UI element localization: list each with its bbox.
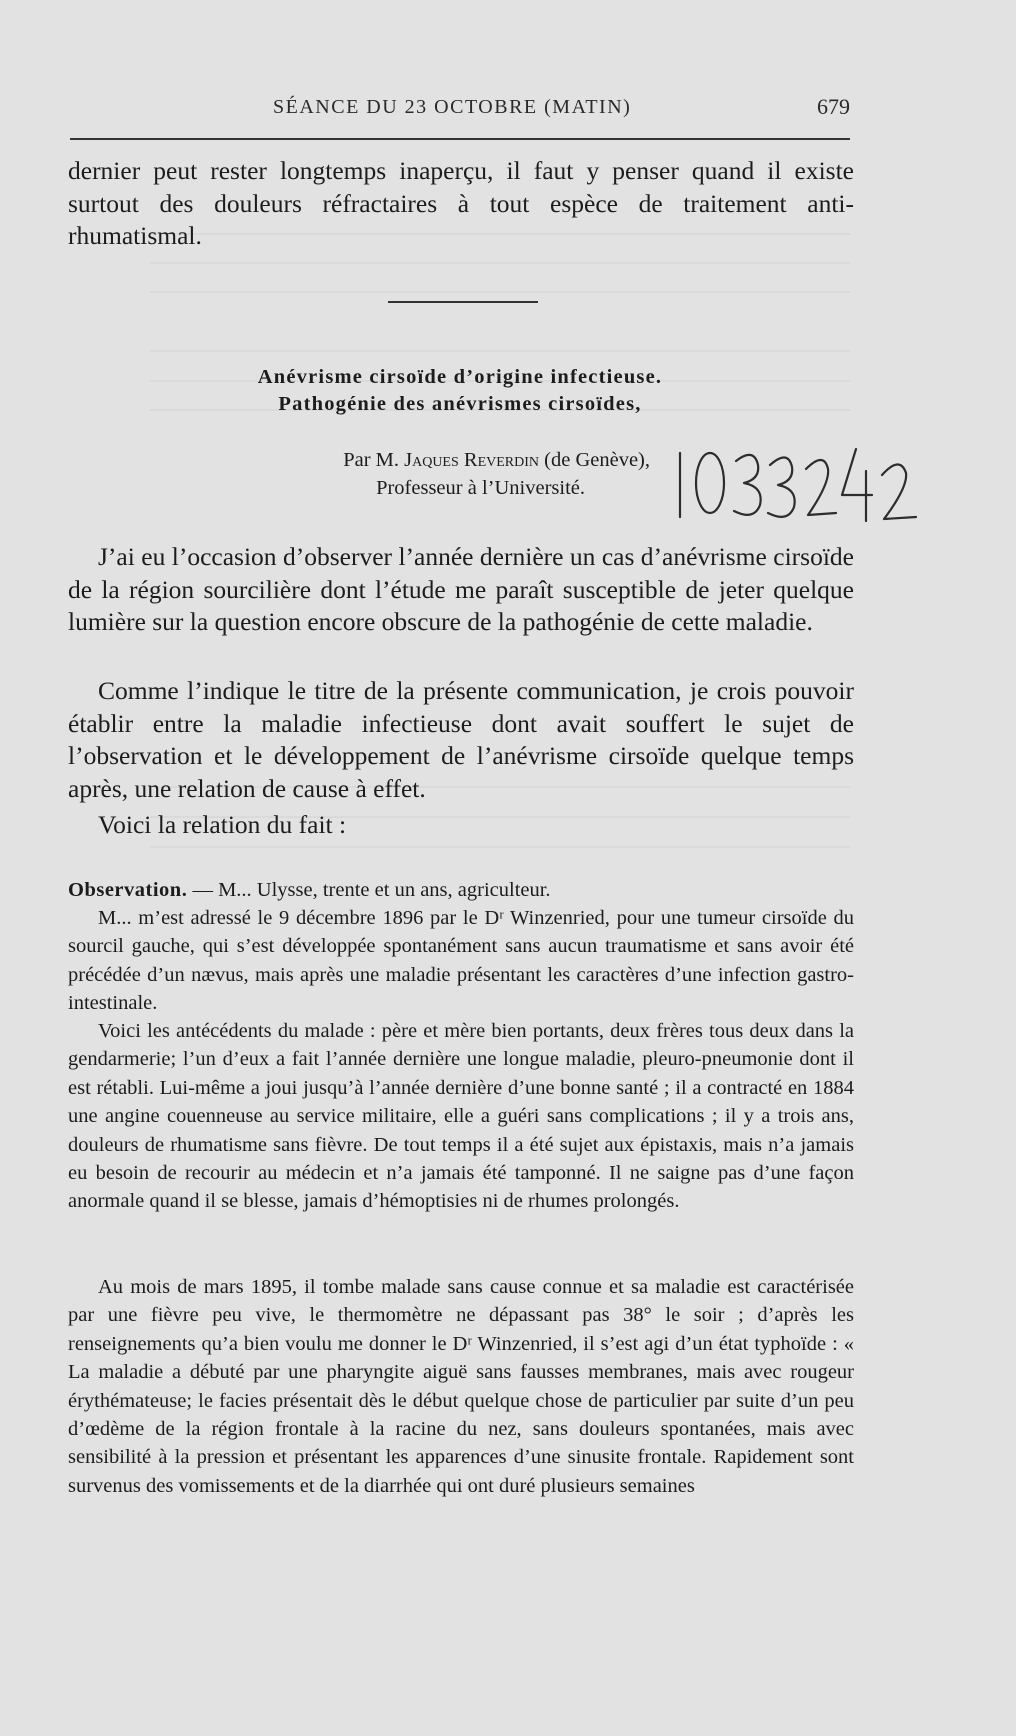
- paragraph-illness-history: Au mois de mars 1895, il tombe malade sans cause connue et sa maladie est caractérisée par une fièvre peu vive, le thermomètre ne dépassant pas 38° le soir ; d’après les renseignements qu’a bien voulu me donner le Dʳ Winzenried, il s’est agi d’un état typhoïde : « La maladie a débuté par une pharyngite aiguë sans fausses membranes, mais avec rougeur érythémateuse; le facies présentait dès le début quelque chose de particulier par suite d’un peu d’œdème de la région frontale à la racine du nez, sans douleurs spontanées, mais avec sensibilité à la pression et présentant les apparences d’une sinusite frontale. Rapidement sont survenus des vomissements et de la diarrhée qui ont duré plusieurs semaines: [68, 1276, 854, 1497]
- article-title-line2: Pathogénie des anévrismes cirsoïdes,: [278, 393, 642, 415]
- show-through-line: [150, 350, 850, 352]
- observation-heading: [68, 876, 854, 904]
- paragraph-antecedents: Voici les antécédents du malade : père et mère bien portants, deux frères tous deux dans la gendarmerie; l’un d’eux a fait l’année dernière une longue maladie, pleuro-pneumonie dont il est rétabli. Lui-même a joui jusqu’à l’année dernière d’une bonne santé ; il a contracté en 1884 une angine couenneuse au service militaire, elle a guéri sans complications ; il y a trois ans, douleurs de rhumatisme sans fièvre. De tout temps il a été sujet aux épistaxis, mais n’a jamais eu besoin de recourir au médecin et n’a jamais été tamponné. Il ne saigne pas d’une façon anormale quand il se blesse, jamais d’hémoptisies ni de rhumes prolongés.: [68, 1020, 854, 1213]
- observation-label: Observation.: [68, 879, 188, 901]
- author-affiliation: Professeur à l’Université.: [376, 477, 585, 499]
- page-header: [70, 94, 850, 124]
- paragraph-intro: J’ai eu l’occasion d’observer l’année dernière un cas d’anévrisme cirsoïde de la région sourcilière dont l’étude me paraît susceptible de jeter quelque lumière sur la question encore obscure de la pathogénie de cette maladie.: [68, 542, 854, 636]
- paragraph-lead-in: Voici la relation du fait :: [98, 810, 347, 839]
- section-separator: [388, 301, 538, 303]
- paragraph-referral: M... m’est adressé le 9 décembre 1896 par le Dʳ Winzenried, pour une tumeur cirsoïde du sourcil gauche, qui s’est développée spontanément sans aucun traumatisme et sans avoir été précédée d’un nævus, mais après une maladie présentant les caractères d’une infection gastro-intestinale.: [68, 907, 854, 1015]
- page-number: 679: [817, 94, 850, 119]
- author-line: [70, 449, 650, 472]
- show-through-line: [150, 291, 850, 293]
- running-head: SÉANCE DU 23 OCTOBRE (MATIN): [273, 96, 632, 118]
- show-through-line: [150, 262, 850, 264]
- show-through-line: [150, 846, 850, 848]
- observation-subject: — M... Ulysse, trente et un ans, agriculteur.: [187, 879, 551, 901]
- paragraph-hypothesis: Comme l’indique le titre de la présente communication, je crois pouvoir établir entre la maladie infectieuse dont avait souffert le sujet de l’observation et le développement de l’anévrisme cirsoïde quelque temps après, une relation de cause à effet.: [68, 676, 854, 803]
- paragraph-continued: dernier peut rester longtemps inaperçu, il faut y penser quand il existe surtout des douleurs réfractaires à tout espèce de traitement anti-rhumatismal.: [68, 156, 854, 250]
- header-rule: [70, 138, 850, 140]
- handwritten-number-drawing: [672, 435, 942, 525]
- article-title-line1: Anévrisme cirsoïde d’origine infectieuse.: [257, 366, 663, 388]
- author-name: Jaques Reverdin: [404, 449, 540, 471]
- author-prefix: Par M.: [343, 449, 405, 471]
- handwritten-catalog-number: [672, 435, 942, 525]
- author-location: (de Genève),: [539, 449, 650, 471]
